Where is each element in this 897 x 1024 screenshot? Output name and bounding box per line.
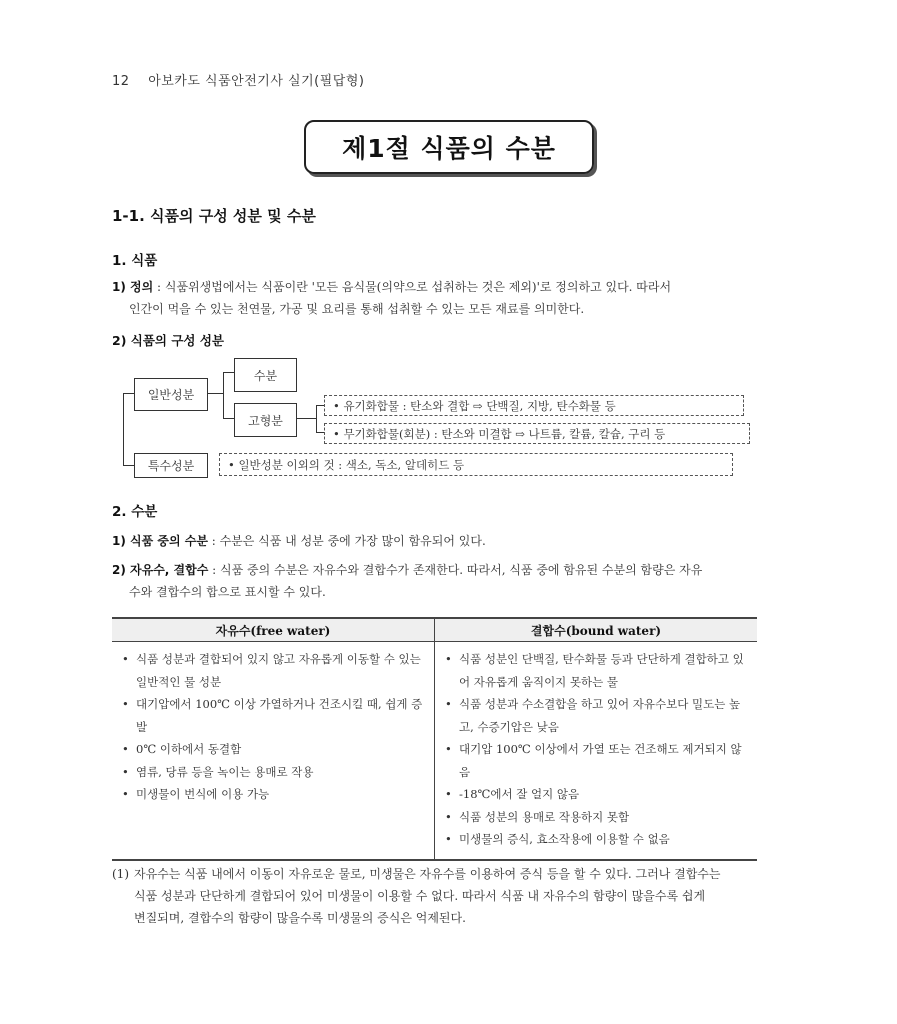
water-item-1-label: 1) 식품 중의 수분 [112,534,208,548]
diagram-label-organic: • 유기화합물 : 탄소와 결합 ⇨ 단백질, 지방, 탄수화물 등 [333,398,616,413]
list-item: • 대기압에서 100℃ 이상 가열하거나 건조시킬 때, 쉽게 증발 [122,693,428,738]
water-item-1 [112,530,792,552]
free-water-cell [112,642,435,860]
connector-line [296,418,316,419]
diagram-special-desc [219,453,733,476]
subsection-heading-food: 1. 식품 [112,253,158,269]
bracket-line [123,393,134,394]
diagram-label-special-desc: • 일반성분 이외의 것 : 색소, 독소, 알데히드 등 [228,457,465,472]
water-item-2-line-2: 수와 결합수의 합으로 표시할 수 있다. [129,585,326,599]
list-item: • 염류, 당류 등을 녹이는 용매로 작용 [122,761,428,784]
footnote-line-1: 자유수는 식품 내에서 이동이 자유로운 물로, 미생물은 자유수를 이용하여 증식 등을 할 수 있다. 그러나 결합수는 [134,867,721,881]
header-bound-water: 결합수(bound water) [435,618,758,642]
section-heading: 1-1. 식품의 구성 성분 및 수분 [112,207,316,225]
subsection-heading-water: 2. 수분 [112,504,158,520]
bracket-line [123,465,134,466]
list-item: • 식품 성분과 결합되어 있지 않고 자유롭게 이동할 수 있는 일반적인 물 성분 [122,648,428,693]
bracket-line [316,405,324,406]
list-item: • -18℃에서 잘 얼지 않음 [445,783,751,806]
diagram-organic-compounds [324,395,744,416]
diagram-label-solids: 고형분 [248,413,283,428]
composition-heading: 2) 식품의 구성 성분 [112,333,224,348]
list-item: • 대기압 100℃ 이상에서 가열 또는 건조해도 제거되지 않음 [445,738,751,783]
list-item: • 0℃ 이하에서 동결함 [122,738,428,761]
chapter-title-box [304,120,594,174]
definition-paragraph [112,276,792,320]
diagram-label-general: 일반성분 [147,388,195,402]
running-header [112,70,364,89]
table-header-row [112,618,757,642]
bracket-line [223,372,224,419]
diagram-box-general [134,378,208,411]
bound-water-cell [435,642,758,860]
book-title: 아보카도 식품안전기사 실기(필답형) [148,74,365,89]
definition-line-1: : 식품위생법에서는 식품이란 '모든 음식물(의약으로 섭취하는 것은 제외)'로 정의하고 있다. 따라서 [153,280,672,294]
bracket-line [316,432,324,433]
page-number: 12 [112,74,130,89]
diagram-box-special [134,453,208,478]
list-item: • 식품 성분인 단백질, 탄수화물 등과 단단하게 결합하고 있어 자유롭게 움직이지 못하는 물 [445,648,751,693]
bracket-line [316,405,317,433]
diagram-label-inorganic: • 무기화합물(회분) : 탄소와 미결합 ⇨ 나트륨, 칼륨, 칼슘, 구리 등 [333,426,666,441]
bracket-line [223,418,234,419]
water-item-1-text: : 수분은 식품 내 성분 중에 가장 많이 함유되어 있다. [207,534,486,548]
bracket-line [123,393,124,466]
bracket-line [223,372,234,373]
water-item-2-line-1: : 식품 중의 수분은 자유수와 결합수가 존재한다. 따라서, 식품 중에 함유된 수분의 함량은 자유 [208,563,703,577]
diagram-label-special: 특수성분 [147,459,195,473]
connector-line [207,393,223,394]
definition-label: 1) 정의 [112,280,154,294]
header-free-water: 자유수(free water) [112,618,435,642]
list-item: • 식품 성분의 용매로 작용하지 못함 [445,806,751,829]
list-item: • 미생물이 번식에 이용 가능 [122,783,428,806]
table-row [112,642,757,860]
chapter-title: 제1절 식품의 수분 [342,134,556,163]
list-item: • 미생물의 증식, 효소작용에 이용할 수 없음 [445,828,751,851]
diagram-label-water: 수분 [253,368,278,383]
definition-line-2: 인간이 먹을 수 있는 천연물, 가공 및 요리를 통해 섭취할 수 있는 모든 재료를 의미한다. [129,302,585,316]
footnote-marker: (1) [112,867,129,881]
water-item-2-label: 2) 자유수, 결합수 [112,563,209,577]
footnote-line-2: 식품 성분과 단단하게 결합되어 있어 미생물이 이용할 수 없다. 따라서 식품 내 자유수의 함량이 많을수록 쉽게 [134,889,706,903]
footnote-line-3: 변질되며, 결합수의 함량이 많을수록 미생물의 증식은 억제된다. [134,911,466,925]
diagram-box-solids [234,403,297,437]
diagram-box-water [234,358,297,392]
diagram-inorganic-compounds [324,423,750,444]
footnote-paragraph [112,863,802,929]
water-item-2 [112,559,792,603]
list-item: • 식품 성분과 수소결합을 하고 있어 자유수보다 밀도는 높고, 수증기압은 낮음 [445,693,751,738]
water-comparison-table [112,617,757,861]
